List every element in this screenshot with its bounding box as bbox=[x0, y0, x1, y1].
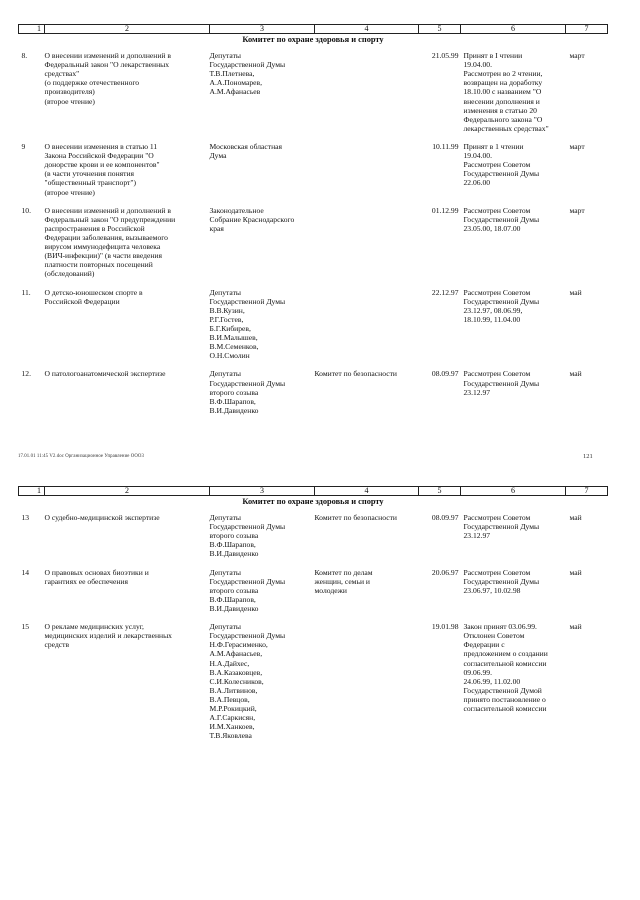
row-number: 13 bbox=[21, 513, 30, 522]
initiator-line: В.И.Малышев, bbox=[209, 333, 258, 343]
co-executor bbox=[315, 617, 419, 744]
committee-heading: Комитет по охране здоровья и спорту bbox=[242, 35, 384, 44]
review-status-line: Принят в 1 чтении bbox=[463, 141, 524, 151]
column-number-header bbox=[19, 487, 608, 496]
initiator-line: Б.Г.Кибирев, bbox=[209, 323, 251, 333]
review-status bbox=[461, 364, 566, 419]
initiator-line: В.И.Давиденко bbox=[209, 405, 259, 415]
review-status-line: Рассмотрен Советом bbox=[463, 369, 531, 379]
bill-title-line: Федерации заболевания, вызываемого bbox=[44, 232, 168, 242]
review-status-line: Рассмотрен Советом bbox=[463, 205, 531, 215]
review-status-line: 18.10.99, 11.04.00 bbox=[463, 314, 521, 324]
column-number: 3 bbox=[210, 487, 315, 496]
row-number: 15 bbox=[21, 622, 30, 632]
review-status-line: Рассмотрен Советом bbox=[463, 513, 531, 522]
review-status bbox=[461, 201, 566, 283]
co-executor bbox=[315, 46, 419, 137]
initiator-line: Дума bbox=[209, 151, 227, 161]
column-number: 7 bbox=[566, 487, 608, 496]
column-number: 5 bbox=[419, 487, 461, 496]
review-status-line: 19.04.00. bbox=[463, 60, 492, 70]
initiator-line: В.А.Певцов, bbox=[209, 694, 250, 704]
bill-title-line: средствах" bbox=[44, 69, 80, 79]
bill-title bbox=[45, 508, 210, 563]
planned-month: май bbox=[569, 369, 582, 379]
initiator-line: Депутаты bbox=[209, 622, 242, 632]
bill-title-line: производителя) bbox=[44, 87, 95, 97]
initiator bbox=[210, 283, 315, 365]
column-number: 2 bbox=[45, 487, 210, 496]
submission-date: 08.09.97 bbox=[431, 369, 459, 379]
review-status-line: 23.12.97 bbox=[463, 531, 491, 541]
initiator-line: Государственной Думы bbox=[209, 296, 286, 306]
review-status-line: Государственной Думы bbox=[463, 214, 540, 224]
bill-title-line: (обследований) bbox=[44, 269, 95, 279]
planned-month: март bbox=[569, 141, 585, 151]
review-status-line: 09.06.99. bbox=[463, 667, 492, 677]
initiator-line: второго созыва bbox=[209, 387, 259, 397]
co-executor bbox=[315, 508, 419, 563]
table-row bbox=[19, 508, 608, 563]
review-status-line: Государственной Думы bbox=[463, 378, 540, 388]
table-row bbox=[19, 46, 608, 137]
initiator-line: Государственной Думы bbox=[209, 576, 286, 586]
bill-title-line: Федеральный закон "О лекарственных bbox=[44, 60, 170, 70]
co-executor-line: Комитет по делам bbox=[314, 567, 373, 577]
initiator-line: Московская областная bbox=[209, 141, 283, 151]
bill-title-line: донорстве крови и ее компонентов" bbox=[44, 160, 160, 170]
planned-month: март bbox=[569, 51, 585, 60]
column-number: 1 bbox=[19, 487, 45, 496]
row-number: 8. bbox=[21, 51, 28, 60]
bill-title-line: вирусом иммунодефицита человека bbox=[44, 242, 161, 252]
review-status-line: 22.06.00 bbox=[463, 178, 491, 188]
initiator-line: Депутаты bbox=[209, 369, 242, 379]
initiator-line: А.Г.Саркисян, bbox=[209, 713, 256, 723]
review-status-line: лекарственных средствах" bbox=[463, 123, 549, 133]
initiator-line: Н.А.Дайхес, bbox=[209, 658, 250, 668]
review-status-line: 23.05.00, 18.07.00 bbox=[463, 223, 521, 233]
review-status bbox=[461, 508, 566, 563]
column-number: 5 bbox=[419, 25, 461, 34]
review-status-line: Закон принят 03.06.99. bbox=[463, 622, 537, 632]
committee-heading: Комитет по охране здоровья и спорту bbox=[242, 497, 384, 506]
bill-title-line: О внесении изменения в статью 11 bbox=[44, 141, 158, 151]
row-number: 14 bbox=[21, 567, 30, 577]
review-status-line: Рассмотрен Советом bbox=[463, 160, 531, 170]
initiator-line: В.А.Казаковцев, bbox=[209, 667, 263, 677]
initiator-line: Депутаты bbox=[209, 567, 242, 577]
page-number: 121 bbox=[583, 453, 593, 460]
bill-title bbox=[45, 364, 210, 419]
table-row bbox=[19, 563, 608, 618]
submission-date: 19.01.98 bbox=[431, 622, 459, 632]
bill-title-line: Российской Федерации bbox=[44, 296, 120, 306]
submission-date: 08.09.97 bbox=[431, 513, 459, 522]
bill-title-line: платности повторных посещений bbox=[44, 260, 153, 270]
initiator-line: Собрание Краснодарского bbox=[209, 214, 295, 224]
submission-date: 01.12.99 bbox=[431, 205, 459, 215]
initiator bbox=[210, 201, 315, 283]
initiator-line: В.А.Литвинов, bbox=[209, 685, 258, 695]
bill-title-line: О правовых основах биоэтики и bbox=[44, 567, 149, 577]
bill-title-line: медицинских изделий и лекарственных bbox=[44, 631, 172, 641]
co-executor bbox=[315, 283, 419, 365]
initiator-line: А.М.Афанасьев bbox=[209, 87, 261, 97]
initiator bbox=[210, 137, 315, 201]
initiator-line: А.А.Пономарев, bbox=[209, 78, 263, 88]
submission-date: 21.05.99 bbox=[431, 51, 459, 60]
initiator-line: Государственной Думы bbox=[209, 522, 286, 532]
column-number: 6 bbox=[461, 25, 566, 34]
bill-title-line: распространения в Российской bbox=[44, 223, 145, 233]
bill-title bbox=[45, 617, 210, 744]
co-executor bbox=[315, 364, 419, 419]
bill-title bbox=[45, 201, 210, 283]
bill-title-line: средств bbox=[44, 640, 70, 650]
column-number: 4 bbox=[315, 25, 419, 34]
document-footer-filename: 17.01.01 11:45 V2.doc Организационное Управление ООО3 bbox=[18, 454, 144, 459]
row-number: 10. bbox=[21, 205, 31, 215]
co-executor bbox=[315, 563, 419, 618]
review-status-line: Рассмотрен Советом bbox=[463, 287, 531, 297]
review-status bbox=[461, 563, 566, 618]
initiator-line: Р.Г.Гостев, bbox=[209, 314, 244, 324]
table-row bbox=[19, 364, 608, 419]
bill-title-line: (о поддержке отечественного bbox=[44, 78, 140, 88]
initiator-line: В.Ф.Шарапов, bbox=[209, 396, 256, 406]
review-status-line: согласительной комиссии bbox=[463, 704, 547, 714]
bill-title-line: (в части уточнения понятия bbox=[44, 169, 135, 179]
bill-title-line: О патологоанатомической экспертизе bbox=[44, 369, 166, 379]
initiator-line: Депутаты bbox=[209, 513, 242, 522]
bill-title-line: О детско-юношеском спорте в bbox=[44, 287, 143, 297]
initiator-line: Государственной Думы bbox=[209, 631, 286, 641]
legislation-table-page-1 bbox=[18, 24, 608, 419]
initiator-line: Т.В.Яковлева bbox=[209, 731, 252, 741]
bill-title-line: О судебно-медицинской экспертизе bbox=[44, 513, 160, 522]
review-status-line: 23.06.97, 10.02.98 bbox=[463, 585, 521, 595]
column-number-header bbox=[19, 25, 608, 34]
bill-title-line: Федеральный закон "О предупреждении bbox=[44, 214, 176, 224]
initiator-line: В.М.Семенков, bbox=[209, 342, 259, 352]
review-status-line: Федерации с bbox=[463, 640, 505, 650]
review-status-line: 24.06.99, 11.02.00 bbox=[463, 676, 521, 686]
review-status-line: 18.10.00 с названием "О bbox=[463, 87, 542, 97]
review-status-line: Рассмотрен во 2 чтении, bbox=[463, 69, 543, 79]
co-executor-line: молодежи bbox=[314, 585, 347, 595]
review-status-line: Федерального закона "О bbox=[463, 114, 543, 124]
submission-date: 10.11.99 bbox=[432, 141, 459, 151]
row-number: 9 bbox=[21, 141, 26, 151]
review-status-line: Отклонен Советом bbox=[463, 631, 525, 641]
initiator-line: Депутаты bbox=[209, 51, 242, 60]
bill-title-line: О внесении изменений и дополнений в bbox=[44, 205, 171, 215]
table-row bbox=[19, 617, 608, 744]
table-body-page-2 bbox=[19, 508, 608, 745]
initiator-line: Государственной Думы bbox=[209, 378, 286, 388]
bill-title-line: Закона Российской Федерации "О bbox=[44, 151, 154, 161]
review-status-line: Государственной Думы bbox=[463, 296, 540, 306]
initiator-line: В.И.Давиденко bbox=[209, 549, 259, 559]
initiator-line: М.Р.Рокицкий, bbox=[209, 704, 257, 714]
review-status-line: Государственной Думы bbox=[463, 522, 540, 532]
review-status-line: согласительной комиссии bbox=[463, 658, 547, 668]
initiator-line: В.В.Кузин, bbox=[209, 305, 245, 315]
table-row bbox=[19, 137, 608, 201]
submission-date: 20.06.97 bbox=[431, 567, 459, 577]
planned-month: май bbox=[569, 567, 582, 577]
initiator-line: второго созыва bbox=[209, 585, 259, 595]
review-status bbox=[461, 617, 566, 744]
column-number: 1 bbox=[19, 25, 45, 34]
review-status-line: 19.04.00. bbox=[463, 151, 492, 161]
column-number: 4 bbox=[315, 487, 419, 496]
initiator-line: В.Ф.Шарапов, bbox=[209, 594, 256, 604]
row-number: 12. bbox=[21, 369, 31, 379]
planned-month: май bbox=[569, 287, 582, 297]
submission-date: 22.12.97 bbox=[431, 287, 459, 297]
initiator-line: края bbox=[209, 223, 224, 233]
initiator-line: О.Н.Смолин bbox=[209, 351, 250, 361]
bill-title-line: (второе чтение) bbox=[44, 187, 95, 197]
table-body-page-1 bbox=[19, 46, 608, 419]
initiator-line: Т.В.Плетнева, bbox=[209, 69, 255, 79]
bill-title-line: гарантиях ее обеспечения bbox=[44, 576, 128, 586]
initiator bbox=[210, 563, 315, 618]
column-number: 7 bbox=[566, 25, 608, 34]
initiator-line: Законодательное bbox=[209, 205, 264, 215]
review-status-line: 23.12.97 bbox=[463, 387, 491, 397]
initiator-line: А.М.Афанасьев, bbox=[209, 649, 263, 659]
review-status-line: Принят в I чтении bbox=[463, 51, 523, 60]
review-status-line: внесении дополнения и bbox=[463, 96, 540, 106]
review-status-line: возвращен на доработку bbox=[463, 78, 543, 88]
review-status-line: 23.12.97, 08.06.99, bbox=[463, 305, 523, 315]
column-number: 2 bbox=[45, 25, 210, 34]
initiator-line: Депутаты bbox=[209, 287, 242, 297]
table-row bbox=[19, 201, 608, 283]
co-executor-line: женщин, семьи и bbox=[314, 576, 370, 586]
initiator-line: В.Ф.Шарапов, bbox=[209, 540, 256, 550]
review-status-line: принято постановление о bbox=[463, 694, 546, 704]
co-executor-line: Комитет по безопасности bbox=[314, 513, 397, 522]
bill-title bbox=[45, 46, 210, 137]
review-status-line: изменения в статью 20 bbox=[463, 105, 537, 115]
initiator bbox=[210, 46, 315, 137]
initiator bbox=[210, 508, 315, 563]
column-number: 6 bbox=[461, 487, 566, 496]
initiator-line: Государственной Думы bbox=[209, 60, 286, 70]
review-status-line: Государственной Думой bbox=[463, 685, 542, 695]
co-executor bbox=[315, 137, 419, 201]
bill-title-line: О рекламе медицинских услуг, bbox=[44, 622, 144, 632]
initiator-line: второго созыва bbox=[209, 531, 259, 541]
review-status bbox=[461, 46, 566, 137]
initiator-line: С.И.Колесников, bbox=[209, 676, 264, 686]
table-row bbox=[19, 283, 608, 365]
legislation-table-page-2 bbox=[18, 486, 608, 745]
initiator-line: Н.Ф.Герасименко, bbox=[209, 640, 268, 650]
initiator bbox=[210, 617, 315, 744]
column-number: 3 bbox=[210, 25, 315, 34]
co-executor bbox=[315, 201, 419, 283]
bill-title bbox=[45, 137, 210, 201]
bill-title bbox=[45, 563, 210, 618]
co-executor-line: Комитет по безопасности bbox=[314, 369, 397, 379]
review-status-line: предложением о создании bbox=[463, 649, 548, 659]
review-status-line: Государственной Думы bbox=[463, 576, 540, 586]
planned-month: май bbox=[569, 513, 582, 522]
bill-title-line: (ВИЧ-инфекции)" (в части введения bbox=[44, 251, 162, 261]
planned-month: март bbox=[569, 205, 585, 215]
row-number: 11. bbox=[21, 287, 31, 297]
initiator-line: В.И.Давиденко bbox=[209, 603, 259, 613]
review-status-line: Государственной Думы bbox=[463, 169, 540, 179]
bill-title-line: "общественный транспорт") bbox=[44, 178, 136, 188]
bill-title-line: (второе чтение) bbox=[44, 96, 95, 106]
review-status bbox=[461, 283, 566, 365]
initiator-line: И.М.Ханкоев, bbox=[209, 722, 255, 732]
initiator bbox=[210, 364, 315, 419]
bill-title bbox=[45, 283, 210, 365]
planned-month: май bbox=[569, 622, 582, 632]
bill-title-line: О внесении изменений и дополнений в bbox=[44, 51, 171, 60]
review-status bbox=[461, 137, 566, 201]
review-status-line: Рассмотрен Советом bbox=[463, 567, 531, 577]
